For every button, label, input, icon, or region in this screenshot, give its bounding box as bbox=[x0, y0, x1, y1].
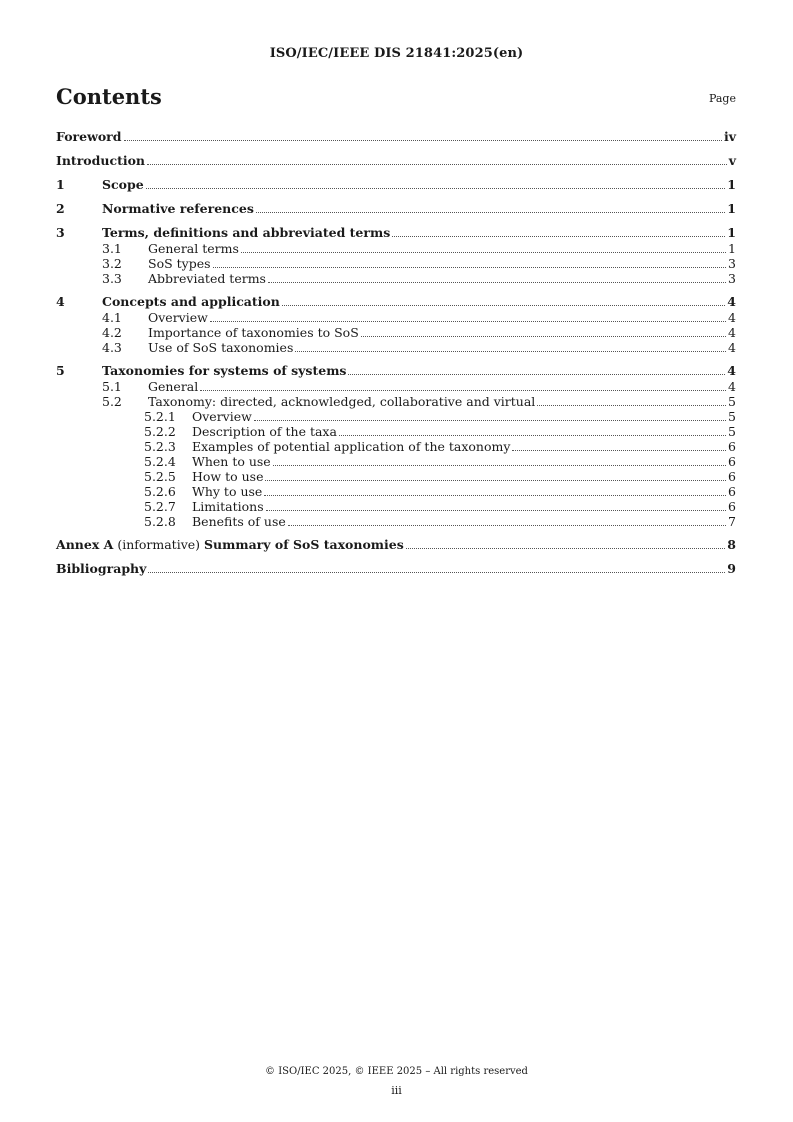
toc-entry-page: 5 bbox=[728, 409, 736, 424]
toc-dot-leader bbox=[273, 455, 726, 466]
toc-entry[interactable] bbox=[56, 340, 736, 355]
toc-entry-number: 3 bbox=[56, 225, 65, 240]
toc-entry-title-text: Scope bbox=[102, 177, 144, 192]
toc-dot-leader bbox=[348, 364, 725, 375]
toc-entry[interactable] bbox=[56, 424, 736, 439]
toc-entry-title-text: General bbox=[148, 379, 199, 394]
toc-entry-number: 5.2.1 bbox=[144, 409, 176, 424]
toc-entry-number: 5.2.2 bbox=[144, 424, 176, 439]
toc-entry-title[interactable] bbox=[192, 514, 286, 529]
toc-entry-title-text: SoS types bbox=[148, 256, 211, 271]
toc-entry-page: 4 bbox=[727, 294, 736, 309]
toc-entry[interactable] bbox=[56, 363, 736, 379]
toc-entry-page: 1 bbox=[727, 201, 736, 216]
toc-entry[interactable] bbox=[56, 394, 736, 409]
toc-entry-number: 2 bbox=[56, 201, 65, 216]
toc-entry[interactable] bbox=[56, 129, 736, 145]
toc-entry-title-text: Introduction bbox=[56, 153, 146, 168]
toc-entry-title[interactable] bbox=[148, 394, 535, 409]
toc-entry-title-text: Overview bbox=[148, 310, 208, 325]
toc-entry-title-text: Why to use bbox=[192, 484, 263, 499]
toc-dot-leader bbox=[213, 257, 727, 268]
toc-entry[interactable] bbox=[56, 469, 736, 484]
toc-entry-title-text: Taxonomies for systems of systems bbox=[102, 363, 347, 378]
toc-entry-page: 7 bbox=[728, 514, 736, 529]
toc-dot-leader bbox=[264, 485, 726, 496]
toc-entry-page: 6 bbox=[728, 499, 736, 514]
toc-entry[interactable] bbox=[56, 256, 736, 271]
toc-entry-page: 4 bbox=[728, 310, 736, 325]
toc-entry-title[interactable] bbox=[148, 325, 359, 340]
toc-dot-leader bbox=[268, 272, 726, 283]
toc-entry-number: 5.1 bbox=[102, 379, 122, 394]
toc-entry-page: 9 bbox=[727, 561, 736, 576]
toc-entry-page: 4 bbox=[728, 325, 736, 340]
toc-entry-page: 1 bbox=[728, 241, 736, 256]
toc-entry[interactable] bbox=[56, 537, 736, 553]
toc-dot-leader bbox=[537, 395, 726, 406]
toc-entry-title[interactable] bbox=[102, 177, 144, 193]
toc-entry-title-text: General terms bbox=[148, 241, 239, 256]
toc-dot-leader bbox=[124, 130, 722, 141]
toc-entry[interactable] bbox=[56, 514, 736, 529]
table-of-contents bbox=[56, 129, 736, 577]
toc-entry-page: 4 bbox=[728, 379, 736, 394]
toc-entry-title-text: Importance of taxonomies to SoS bbox=[148, 325, 359, 340]
toc-entry-number: 4.2 bbox=[102, 325, 122, 340]
toc-entry-title[interactable] bbox=[102, 225, 390, 241]
toc-dot-leader bbox=[146, 178, 726, 189]
toc-entry-page: 6 bbox=[728, 439, 736, 454]
page-title: Contents bbox=[56, 84, 162, 109]
toc-entry-page: 4 bbox=[727, 363, 736, 378]
toc-entry-number: 5.2.3 bbox=[144, 439, 176, 454]
toc-entry-number: 4.3 bbox=[102, 340, 122, 355]
toc-entry-title[interactable] bbox=[148, 271, 266, 286]
toc-dot-leader bbox=[200, 380, 726, 391]
toc-entry-page: 6 bbox=[728, 484, 736, 499]
toc-entry-title[interactable] bbox=[102, 363, 346, 379]
toc-entry-number: 5.2.7 bbox=[144, 499, 176, 514]
toc-entry-number: 5.2.6 bbox=[144, 484, 176, 499]
toc-entry-title-text: How to use bbox=[192, 469, 264, 484]
toc-entry[interactable] bbox=[56, 201, 736, 217]
toc-dot-leader bbox=[254, 410, 726, 421]
toc-entry-title[interactable] bbox=[192, 454, 271, 469]
toc-entry-title[interactable] bbox=[148, 340, 293, 355]
toc-entry-title-text: Bibliography bbox=[56, 561, 147, 576]
toc-dot-leader bbox=[265, 470, 726, 481]
toc-entry-page: 6 bbox=[728, 469, 736, 484]
toc-dot-leader bbox=[210, 311, 726, 322]
toc-entry-title[interactable] bbox=[148, 241, 239, 256]
page-column-label: Page bbox=[708, 92, 736, 105]
toc-entry-title-text: Terms, definitions and abbreviated terms bbox=[102, 225, 391, 240]
toc-entry-title-text: When to use bbox=[192, 454, 271, 469]
toc-entry-title[interactable] bbox=[192, 409, 252, 424]
toc-entry-title[interactable] bbox=[192, 469, 263, 484]
toc-entry-annex-note: (informative) bbox=[113, 537, 205, 552]
toc-entry-title-text: Normative references bbox=[102, 201, 254, 216]
copyright-footer: © ISO/IEC 2025, © IEEE 2025 – All rights reserved bbox=[265, 1066, 528, 1077]
toc-entry-page: 3 bbox=[728, 271, 736, 286]
toc-entry-page: 4 bbox=[728, 340, 736, 355]
toc-entry[interactable] bbox=[56, 409, 736, 424]
toc-dot-leader bbox=[361, 326, 726, 337]
toc-dot-leader bbox=[266, 500, 726, 511]
toc-entry-number: 5.2.8 bbox=[144, 514, 176, 529]
toc-entry-title-text: Overview bbox=[192, 409, 252, 424]
toc-entry-title-text: Description of the taxa bbox=[192, 424, 337, 439]
toc-entry[interactable] bbox=[56, 454, 736, 469]
toc-dot-leader bbox=[148, 562, 725, 573]
toc-entry[interactable] bbox=[56, 379, 736, 394]
toc-dot-leader bbox=[295, 341, 726, 352]
toc-entry-page: 1 bbox=[727, 177, 736, 192]
toc-entry-title[interactable] bbox=[148, 379, 198, 394]
toc-entry-title-text: Concepts and application bbox=[102, 294, 280, 309]
toc-dot-leader bbox=[241, 242, 726, 253]
page-number: iii bbox=[391, 1084, 402, 1097]
toc-entry-number: 3.3 bbox=[102, 271, 122, 286]
toc-entry[interactable] bbox=[56, 271, 736, 286]
toc-entry-number: 5.2.5 bbox=[144, 469, 176, 484]
toc-entry[interactable] bbox=[56, 439, 736, 454]
toc-entry-page: 8 bbox=[727, 537, 736, 552]
toc-entry-page: v bbox=[728, 153, 736, 168]
toc-entry-title-text: Use of SoS taxonomies bbox=[148, 340, 294, 355]
toc-entry-title[interactable] bbox=[192, 499, 264, 514]
toc-entry[interactable] bbox=[56, 325, 736, 340]
toc-entry-page: 5 bbox=[728, 424, 736, 439]
toc-dot-leader bbox=[288, 515, 726, 526]
toc-entry[interactable] bbox=[56, 484, 736, 499]
toc-entry-number: 1 bbox=[56, 177, 65, 192]
toc-dot-leader bbox=[282, 295, 725, 306]
toc-entry-title-text: Examples of potential application of the taxonomy bbox=[192, 439, 511, 454]
toc-entry[interactable] bbox=[56, 310, 736, 325]
toc-entry-title[interactable] bbox=[192, 484, 262, 499]
toc-entry-title[interactable] bbox=[192, 424, 337, 439]
toc-entry[interactable] bbox=[56, 499, 736, 514]
toc-dot-leader bbox=[406, 538, 726, 549]
toc-entry-annex-title: Summary of SoS taxonomies bbox=[204, 537, 404, 552]
toc-entry-page: 3 bbox=[728, 256, 736, 271]
toc-entry-page: 6 bbox=[728, 454, 736, 469]
toc-entry[interactable] bbox=[56, 561, 736, 577]
toc-entry-title-text: Annex A bbox=[56, 537, 114, 552]
toc-dot-leader bbox=[339, 425, 726, 436]
toc-dot-leader bbox=[512, 440, 726, 451]
toc-entry-title-text: Foreword bbox=[56, 129, 122, 144]
document-id-header: ISO/IEC/IEEE DIS 21841:2025(en) bbox=[269, 46, 524, 61]
toc-entry-title[interactable] bbox=[56, 561, 146, 577]
toc-entry[interactable] bbox=[56, 241, 736, 256]
toc-dot-leader bbox=[392, 226, 725, 237]
toc-entry-number: 3.2 bbox=[102, 256, 122, 271]
toc-entry-title[interactable] bbox=[56, 537, 404, 553]
toc-entry-title[interactable] bbox=[148, 310, 208, 325]
toc-entry-number: 4.1 bbox=[102, 310, 122, 325]
toc-entry-number: 5 bbox=[56, 363, 65, 378]
toc-entry[interactable] bbox=[56, 294, 736, 310]
toc-entry-page: iv bbox=[723, 129, 736, 144]
toc-entry-title-text: Abbreviated terms bbox=[148, 271, 266, 286]
toc-entry-title[interactable] bbox=[56, 129, 122, 145]
toc-entry-title-text: Limitations bbox=[192, 499, 264, 514]
toc-entry-number: 5.2 bbox=[102, 394, 122, 409]
toc-entry-title-text: Benefits of use bbox=[192, 514, 286, 529]
toc-entry-title[interactable] bbox=[56, 153, 145, 169]
toc-entry-title[interactable] bbox=[192, 439, 510, 454]
toc-entry-page: 5 bbox=[728, 394, 736, 409]
toc-entry[interactable] bbox=[56, 153, 736, 169]
toc-entry-title-text: Taxonomy: directed, acknowledged, collaborative and virtual bbox=[148, 394, 536, 409]
toc-entry-number: 4 bbox=[56, 294, 65, 309]
toc-dot-leader bbox=[147, 154, 727, 165]
toc-entry-title[interactable] bbox=[148, 256, 211, 271]
toc-entry-title[interactable] bbox=[102, 294, 280, 310]
toc-entry[interactable] bbox=[56, 225, 736, 241]
toc-entry-page: 1 bbox=[727, 225, 736, 240]
toc-entry[interactable] bbox=[56, 177, 736, 193]
toc-dot-leader bbox=[256, 202, 725, 213]
toc-entry-title[interactable] bbox=[102, 201, 254, 217]
toc-entry-number: 5.2.4 bbox=[144, 454, 176, 469]
toc-entry-number: 3.1 bbox=[102, 241, 122, 256]
